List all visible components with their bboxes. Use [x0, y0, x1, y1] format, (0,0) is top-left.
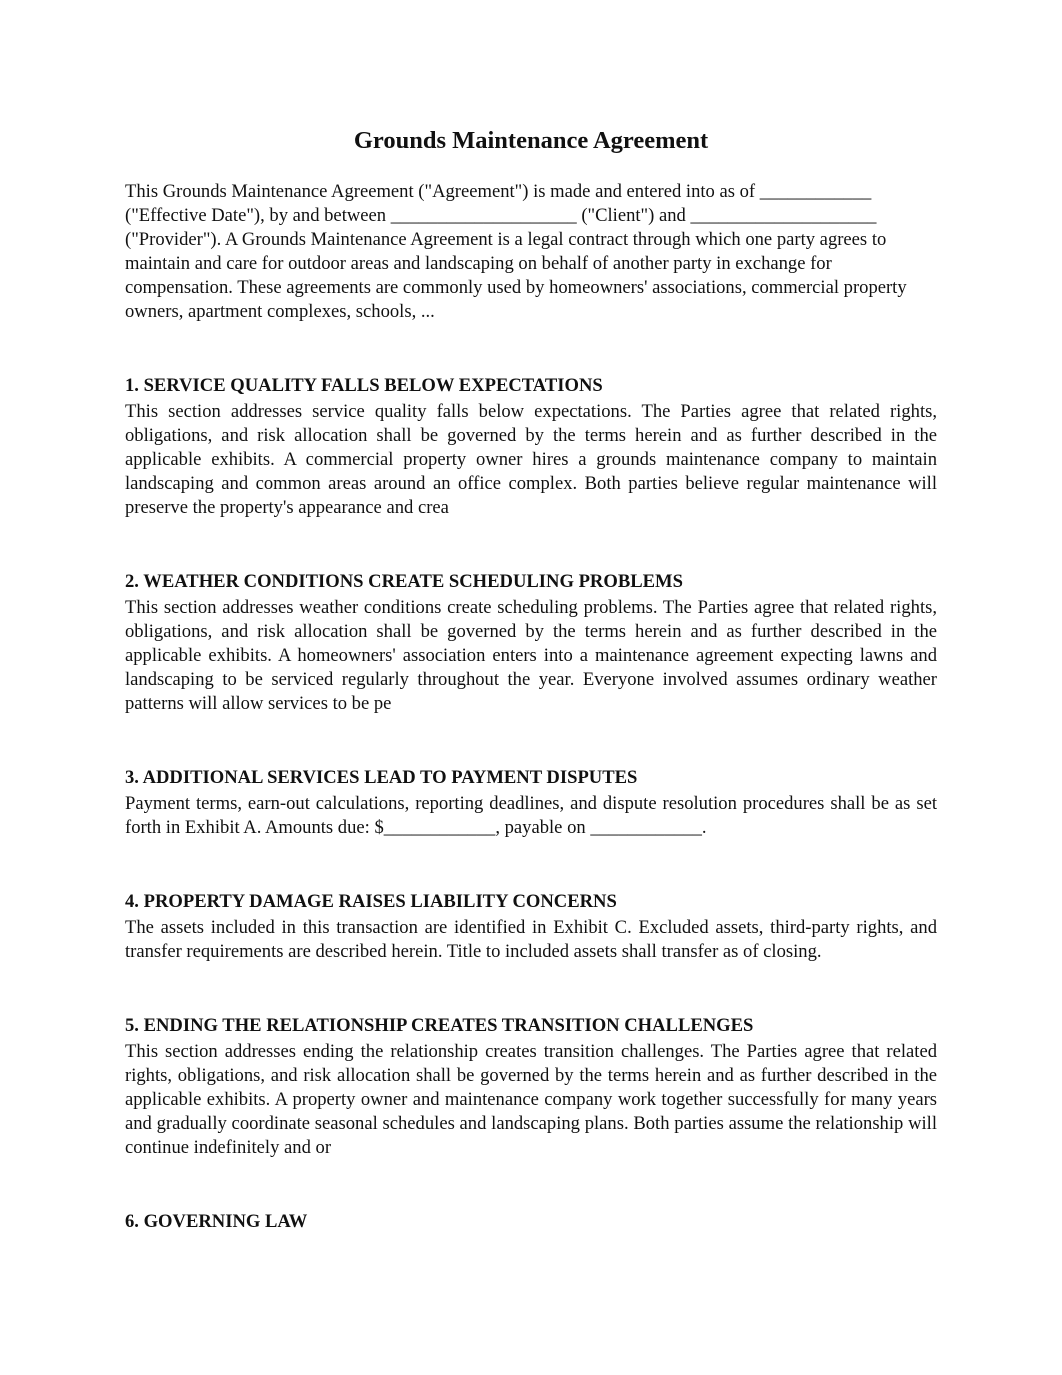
section-heading: 4. PROPERTY DAMAGE RAISES LIABILITY CONCERNS — [125, 891, 617, 912]
section-4 — [125, 888, 937, 964]
section-heading: 6. GOVERNING LAW — [125, 1211, 308, 1232]
section-heading: 5. ENDING THE RELATIONSHIP CREATES TRANSITION CHALLENGES — [125, 1015, 754, 1036]
section-6 — [125, 1208, 937, 1236]
section-2 — [125, 568, 937, 716]
document-content — [125, 124, 937, 1236]
section-body: Payment terms, earn-out calculations, reporting deadlines, and dispute resolution procedures shall be as set forth in Exhibit A. Amounts due: $____________, payable on ____________. — [125, 793, 937, 838]
document-title: Grounds Maintenance Agreement — [353, 127, 709, 154]
section-heading: 1. SERVICE QUALITY FALLS BELOW EXPECTATIONS — [125, 375, 603, 396]
section-heading: 3. ADDITIONAL SERVICES LEAD TO PAYMENT DISPUTES — [125, 767, 638, 788]
section-3 — [125, 764, 937, 840]
section-body: This section addresses ending the relationship creates transition challenges. The Parties agree that related rights, obligations, and risk allocation shall be governed by the terms herein and as further described in the applicable exhibits. A property owner and maintenance company work together successfully for many years and gradually coordinate seasonal schedules and landscaping plans. Both parties assume the relationship will continue indefinitely and or — [125, 1041, 937, 1158]
intro-paragraph: This Grounds Maintenance Agreement ("Agreement") is made and entered into as of ____________ ("Effective Date"), by and between ____________________ ("Client") and ____________________ ("Provider"). A Grounds Maintenance Agreement is a legal contract through which one party agrees to maintain and care for outdoor areas and landscaping on behalf of another party in exchange for compensation. These agreements are commonly used by homeowners' associations, commercial property owners, apartment complexes, schools, ... — [125, 181, 907, 322]
section-body: This section addresses service quality falls below expectations. The Parties agree that related rights, obligations, and risk allocation shall be governed by the terms herein and as further described in the applicable exhibits. A commercial property owner hires a grounds maintenance company to maintain landscaping and common areas around an office complex. Both parties believe regular maintenance will preserve the property's appearance and crea — [125, 401, 937, 518]
section-body: The assets included in this transaction are identified in Exhibit C. Excluded assets, third-party rights, and transfer requirements are described herein. Title to included assets shall transfer as of closing. — [125, 917, 937, 962]
section-heading: 2. WEATHER CONDITIONS CREATE SCHEDULING PROBLEMS — [125, 571, 683, 592]
section-1 — [125, 372, 937, 520]
section-body: This section addresses weather conditions create scheduling problems. The Parties agree that related rights, obligations, and risk allocation shall be governed by the terms herein and as further described in the applicable exhibits. A homeowners' association enters into a maintenance agreement expecting lawns and landscaping to be serviced regularly throughout the year. Everyone involved assumes ordinary weather patterns will allow services to be pe — [125, 597, 937, 714]
section-5 — [125, 1012, 937, 1160]
